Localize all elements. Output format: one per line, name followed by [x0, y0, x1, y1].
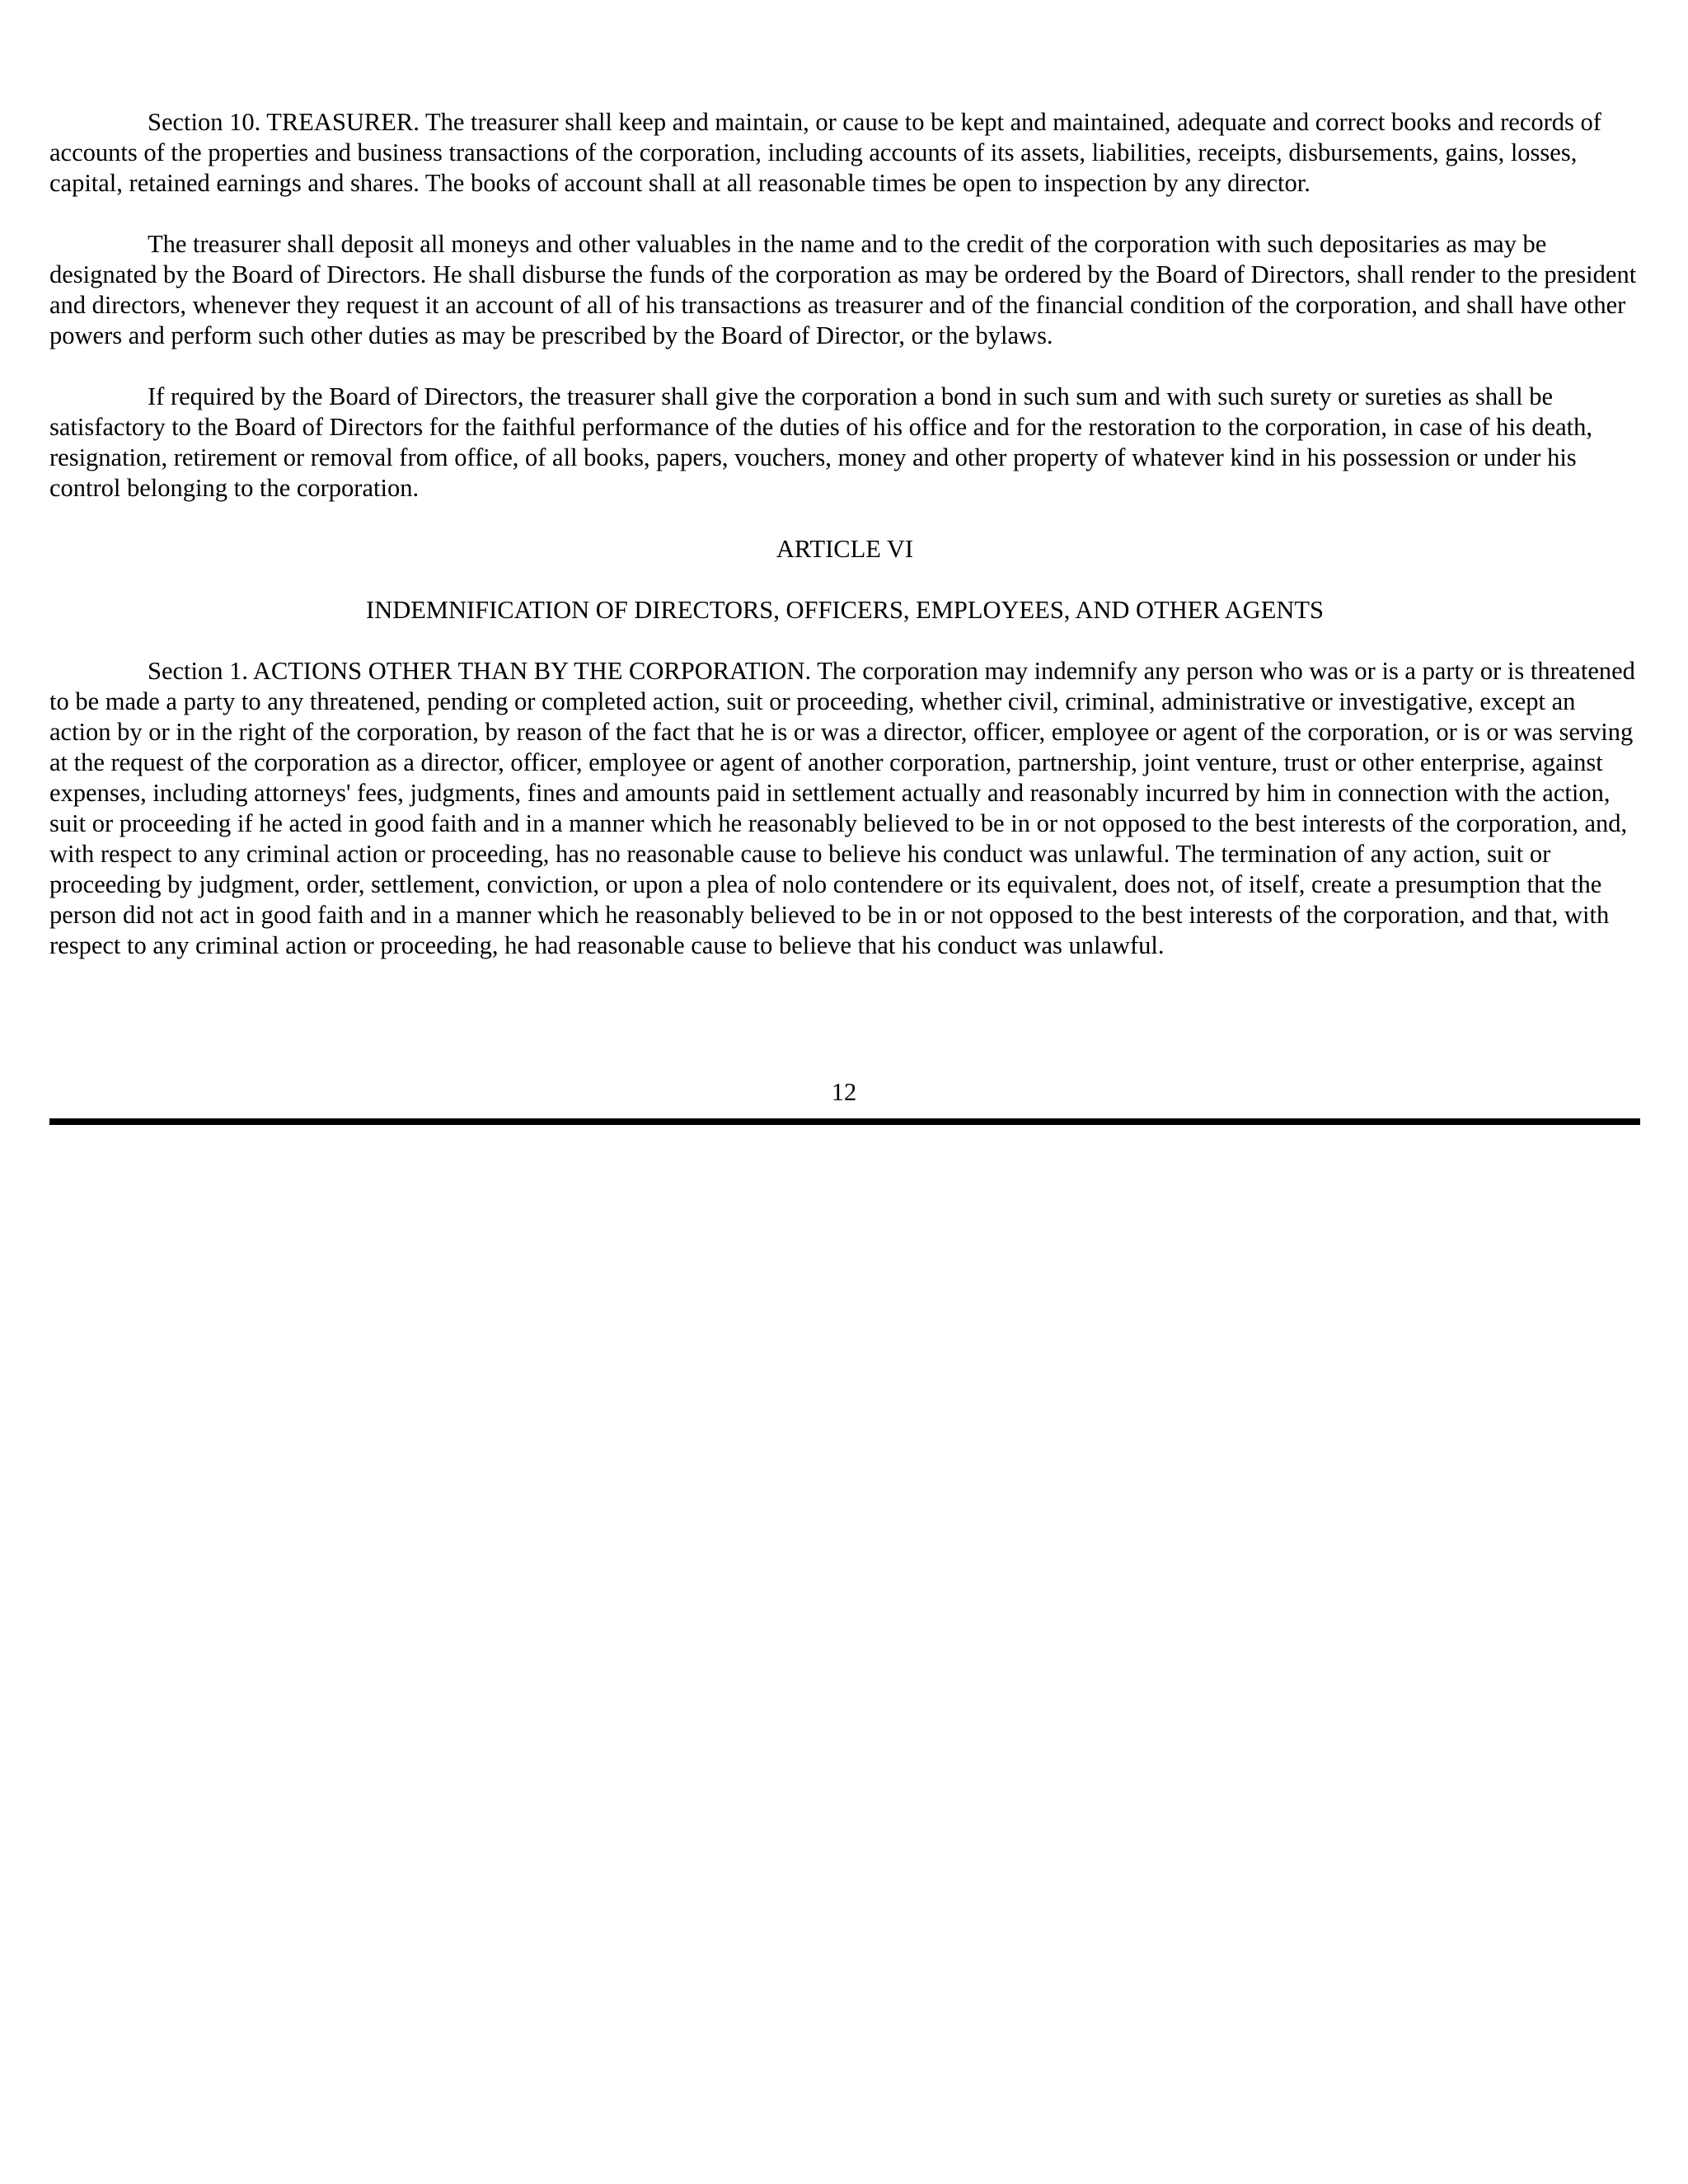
paragraph-treasurer-section-10: Section 10. TREASURER. The treasurer shall keep and maintain, or cause to be kept and maintained, adequate and correct books and records of accounts of the properties and business transactions of the corporation, including accounts of its assets, liabilities, receipts, disbursements, gains, losses, capital, retained earnings and shares. The books of account shall at all reasonable times be open to inspection by any director.: [49, 108, 1601, 197]
document-page: [49, 107, 1640, 961]
article-heading: ARTICLE VI: [776, 535, 914, 563]
paragraph-treasurer-deposits: The treasurer shall deposit all moneys and other valuables in the name and to the credit of the corporation with such depositaries as may be designated by the Board of Directors. He shall disburse the funds of the corporation as may be ordered by the Board of Directors, shall render to the president and directors, whenever they request it an account of all of his transactions as treasurer and of the financial condition of the corporation, and shall have other powers and perform such other duties as may be prescribed by the Board of Director, or the bylaws.: [49, 230, 1637, 349]
page-number: 12: [831, 1078, 857, 1106]
article-subheading: INDEMNIFICATION OF DIRECTORS, OFFICERS, EMPLOYEES, AND OTHER AGENTS: [366, 596, 1324, 624]
paragraph-section-1-actions: Section 1. ACTIONS OTHER THAN BY THE CORPORATION. The corporation may indemnify any person who was or is a party or is threatened to be made a party to any threatened, pending or completed action, suit or proceeding, whether civil, criminal, administrative or investigative, except an action by or in the right of the corporation, by reason of the fact that he is or was a director, officer, employee or agent of the corporation, or is or was serving at the request of the corporation as a director, officer, employee or agent of another corporation, partnership, joint venture, trust or other enterprise, against expenses, including attorneys' fees, judgments, fines and amounts paid in settlement actually and reasonably incurred by him in connection with the action, suit or proceeding if he acted in good faith and in a manner which he reasonably believed to be in or not opposed to the best interests of the corporation, and, with respect to any criminal action or proceeding, has no reasonable cause to believe his conduct was unlawful. The termination of any action, suit or proceeding by judgment, order, settlement, conviction, or upon a plea of nolo contendere or its equivalent, does not, of itself, create a presumption that the person did not act in good faith and in a manner which he reasonably believed to be in or not opposed to the best interests of the corporation, and that, with respect to any criminal action or proceeding, he had reasonable cause to believe that his conduct was unlawful.: [49, 657, 1635, 959]
paragraph-spacer: [49, 199, 1640, 229]
paragraph-spacer: [49, 351, 1640, 382]
paragraph-treasurer-bond: If required by the Board of Directors, the treasurer shall give the corporation a bond in such sum and with such surety or sureties as shall be satisfactory to the Board of Directors for the faithful performance of the duties of his office and for the restoration to the corporation, in case of his death, resignation, retirement or removal from office, of all books, papers, vouchers, money and other property of whatever kind in his possession or under his control belonging to the corporation.: [49, 382, 1593, 502]
paragraph-spacer: [49, 565, 1640, 595]
paragraph-spacer: [49, 626, 1640, 656]
paragraph-spacer: [49, 504, 1640, 534]
footer-rule: [49, 1118, 1640, 1125]
